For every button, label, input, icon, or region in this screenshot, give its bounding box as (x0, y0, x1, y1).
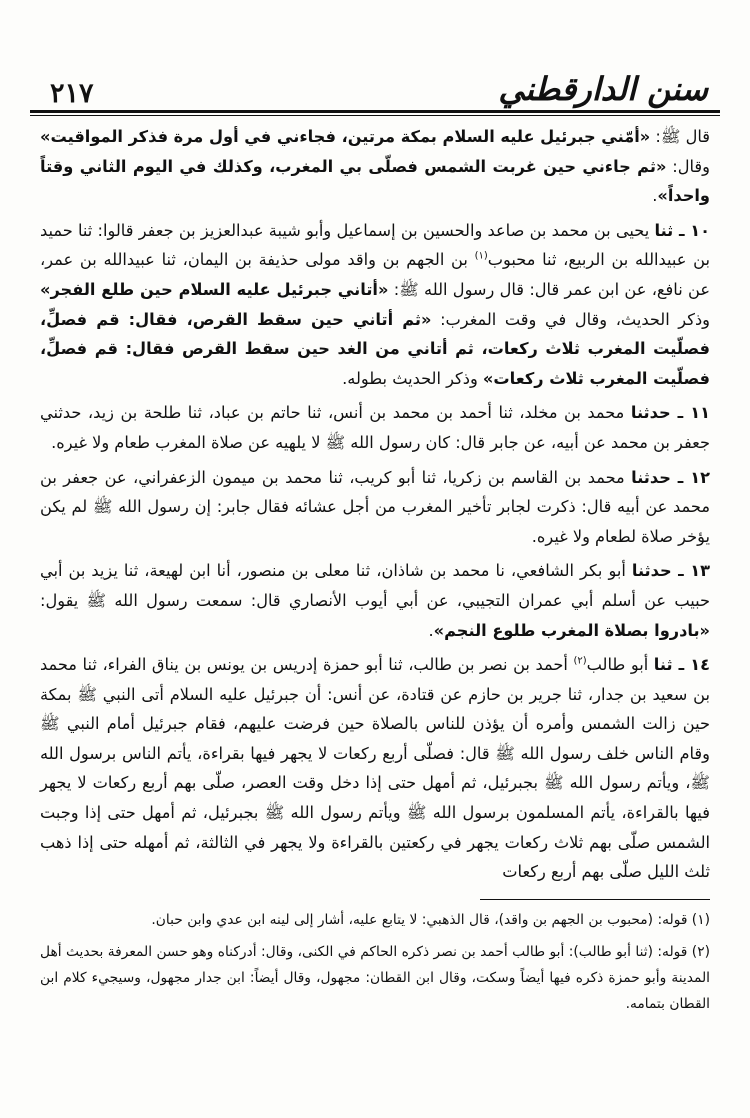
text-segment: . (652, 186, 658, 206)
text-segment: وذكر الحديث بطوله. (342, 368, 483, 388)
footnote-2: (٢) قوله: (ثنا أبو طالب): أبو طالب أحمد بن نصر ذكره الحاكم في الكنى، وقال: أدركناه وهو حسن المعرفة بحديث أهل المدينة وأبو حمزة ذكره فيها أيضاً وسكت، وقال ابن القطان: مجهول، وقال أيضاً: ابن جدار مجهول، وسيجيء كلام ابن القطان بتمامه. (40, 944, 710, 1012)
footnotes (40, 907, 710, 1023)
footnote-reference: (١) (474, 250, 488, 262)
emphasized-text: «ثم أتاني حين سقط القرص، فقال: قم فصلِّ، فصلّيت المغرب ثلاث ركعات، ثم أتاني من الغد حين سقط القرص فقال: قم فصلِّ، فصلّيت المغرب ثلاث ركعات» (40, 309, 710, 388)
emphasized-text: «أتاني جبرئيل عليه السلام حين طلع الفجر» (40, 279, 389, 299)
book-title: سنن الدارقطني (498, 70, 708, 108)
text-segment: أبو طالب (586, 655, 654, 675)
text-segment: محمد بن مخلد، ثنا أحمد بن محمد بن أنس، ثنا حاتم بن عباد، ثنا طلحة بن زيد، حدثني جعفر بن محمد عن أبيه، عن جابر قال: كان رسول الله ﷺ لا يلهيه عن صلاة المغرب طعام ولا غيره. (40, 403, 710, 452)
emphasized-text: «أمّني جبرئيل عليه السلام بمكة مرتين، فجاءني في أول مرة فذكر المواقيت» (40, 127, 651, 146)
paragraph (40, 216, 710, 394)
text-segment: قال ﷺ: (650, 127, 710, 146)
header-rule-thin (30, 115, 720, 116)
main-text (40, 122, 710, 887)
paragraph (40, 556, 710, 645)
text-segment: وقال: (666, 156, 710, 176)
emphasized-text: ١٠ ـ ثنا (654, 220, 710, 240)
text-segment: أبو بكر الشافعي، نا محمد بن شاذان، ثنا معلى بن منصور، أنا ابن لهيعة، ثنا يزيد بن أبي حبيب عن أسلم أبي عمران التجيبي، عن أبي أيوب الأنصاري قال: سمعت رسول الله ﷺ يقول: (40, 561, 710, 610)
header-rule-thick (30, 110, 720, 113)
text-segment: وذكر الحديث، وقال في وقت المغرب: (431, 309, 710, 329)
footnote-separator (480, 899, 710, 900)
emphasized-text: ١٤ ـ ثنا (653, 655, 710, 675)
emphasized-text: ١١ ـ حدثنا (630, 403, 710, 423)
text-segment: يحيى بن محمد بن صاعد والحسين بن إسماعيل وأبو شيبة عبدالعزيز بن جعفر قالوا: ثنا حميد بن عبيدالله بن الربيع، ثنا محبوب (40, 220, 710, 270)
emphasized-text: ١٢ ـ حدثنا (631, 467, 710, 487)
emphasized-text: «بادروا بصلاة المغرب طلوع النجم» (433, 620, 710, 640)
paragraph (40, 398, 710, 457)
text-segment: بن الجهم بن واقد مولى حذيفة بن اليمان، ثنا عبيدالله بن عمر، عن نافع، عن ابن عمر قال: قال رسول الله ﷺ: (40, 250, 710, 299)
page-number: ٢١٧ (50, 78, 94, 109)
emphasized-text: ١٣ ـ حدثنا (631, 561, 710, 581)
footnote-reference: (٢) (573, 655, 587, 667)
paragraph (40, 122, 710, 211)
paragraph (40, 463, 710, 552)
emphasized-text: «ثم جاءني حين غربت الشمس فصلّى بي المغرب، وكذلك في اليوم الثاني وقتاً واحداً» (40, 156, 710, 206)
page-header (30, 62, 720, 114)
text-segment: أحمد بن نصر بن طالب، ثنا أبو حمزة إدريس بن يونس بن يناق الفراء، ثنا محمد بن سعيد بن جدار، ثنا جرير بن حازم عن قتادة، عن أنس: أن جبرئيل عليه السلام أتى النبي ﷺ بمكة حين زالت الشمس وأمره أن يؤذن للناس بالصلاة حين فرضت عليهم، فقام جبرئيل أمام النبي ﷺ وقام الناس خلف رسول الله ﷺ قال: فصلّى أربع ركعات لا يجهر فيها بقراءة، يأتم الناس برسول الله ﷺ، ويأتم رسول الله ﷺ بجبرئيل، ثم أمهل حتى إذا دخل وقت العصر، صلّى بهم أربع ركعات لا يجهر فيها بالقراءة، يأتم المسلمون برسول الله ﷺ ويأتم رسول الله ﷺ بجبرئيل، ثم أمهل حتى إذا وجبت الشمس صلّى بهم ثلاث ركعات يجهر في ركعتين بالقراءة ولا يجهر في الثالثة، ثم أمهله حتى إذا ذهب ثلث الليل صلّى بهم أربع ركعات (40, 655, 710, 882)
paragraph (40, 650, 710, 887)
text-segment: محمد بن القاسم بن زكريا، ثنا أبو كريب، ثنا محمد بن ميمون الزعفراني، عن جعفر بن محمد عن أبيه قال: ذكرت لجابر تأخير المغرب من أجل عشائه فقال جابر: إن رسول الله ﷺ لم يكن يؤخر صلاة لطعام ولا غيره. (40, 467, 710, 546)
text-segment: . (428, 620, 434, 640)
footnote-1: (١) قوله: (محبوب بن الجهم بن واقد)، قال الذهبي: لا يتابع عليه، أشار إلى لينه ابن عدي وابن حبان. (151, 912, 710, 928)
